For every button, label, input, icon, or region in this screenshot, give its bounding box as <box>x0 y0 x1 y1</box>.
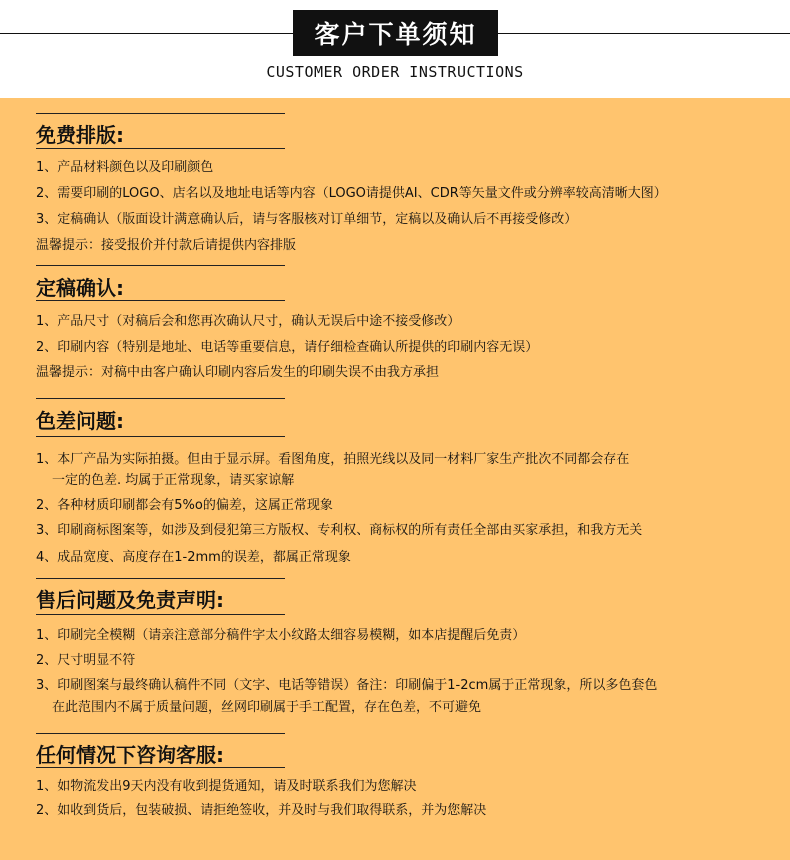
list-item: 2、如收到货后，包装破损、请拒绝签收，并及时与我们取得联系，并为您解决 <box>36 803 487 818</box>
list-item: 温馨提示：对稿中由客户确认印刷内容后发生的印刷失误不由我方承担 <box>36 365 440 380</box>
list-item: 2、各种材质印刷都会有5%o的偏差，这属正常现象 <box>36 498 333 513</box>
list-item: 温馨提示：接受报价并付款后请提供内容排版 <box>36 238 297 253</box>
section-heading: 任何情况下咨询客服: <box>36 743 224 767</box>
section-divider-bottom <box>36 300 285 301</box>
list-item: 在此范围内不属于质量问题，丝网印刷属于手工配置，存在色差，不可避免 <box>52 700 482 715</box>
list-item: 2、需要印刷的LOGO、店名以及地址电话等内容（LOGO请提供AI、CDR等矢量文件或分辨率较高清晰大图） <box>36 186 667 201</box>
section-divider-top <box>36 265 285 266</box>
section-divider-top <box>36 398 285 399</box>
list-item: 1、如物流发出9天内没有收到提货通知，请及时联系我们为您解决 <box>36 779 417 794</box>
list-item: 4、成品宽度、高度存在1-2mm的误差，都属正常现象 <box>36 550 351 565</box>
section-heading: 免费排版: <box>36 123 124 147</box>
list-item: 3、定稿确认（版面设计满意确认后，请与客服核对订单细节，定稿以及确认后不再接受修改） <box>36 212 578 227</box>
page-subtitle: CUSTOMER ORDER INSTRUCTIONS <box>266 63 524 81</box>
section-divider-bottom <box>36 148 285 149</box>
section-divider-top <box>36 578 285 579</box>
list-item: 1、本厂产品为实际拍摄。但由于显示屏。看图角度，拍照光线以及同一材料厂家生产批次不同都会存在 <box>36 452 630 467</box>
header-rule-left <box>0 33 293 34</box>
list-item: 一定的色差. 均属于正常现象，请买家谅解 <box>52 473 295 488</box>
page-header <box>0 0 790 98</box>
section-heading: 售后问题及免责声明: <box>36 588 224 612</box>
list-item: 2、印刷内容（特别是地址、电话等重要信息，请仔细检查确认所提供的印刷内容无误） <box>36 340 539 355</box>
section-divider-top <box>36 113 285 114</box>
header-rule-right <box>498 33 790 34</box>
section-divider-bottom <box>36 767 285 768</box>
list-item: 2、尺寸明显不符 <box>36 653 136 668</box>
list-item: 3、印刷图案与最终确认稿件不同（文字、电话等错误）备注：印刷偏于1-2cm属于正常现象，所以多色套色 <box>36 678 658 693</box>
list-item: 1、产品材料颜色以及印刷颜色 <box>36 160 214 175</box>
section-heading: 定稿确认: <box>36 276 124 300</box>
section-divider-bottom <box>36 614 285 615</box>
section-heading: 色差问题: <box>36 409 124 433</box>
list-item: 1、产品尺寸（对稿后会和您再次确认尺寸，确认无误后中途不接受修改） <box>36 314 461 329</box>
section-divider-bottom <box>36 436 285 437</box>
section-divider-top <box>36 733 285 734</box>
list-item: 3、印刷商标图案等，如涉及到侵犯第三方版权、专利权、商标权的所有责任全部由买家承担，和我方无关 <box>36 523 643 538</box>
page-title: 客户下单须知 <box>293 10 498 56</box>
list-item: 1、印刷完全模糊（请亲注意部分稿件字太小纹路太细容易模糊，如本店提醒后免责） <box>36 628 526 643</box>
